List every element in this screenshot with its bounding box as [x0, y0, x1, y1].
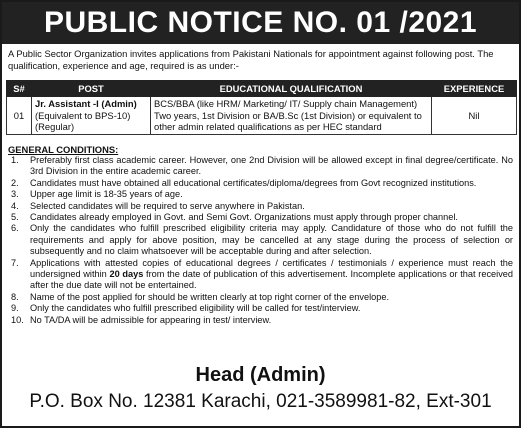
item-number: 9. — [11, 303, 19, 314]
item-text: Only the candidates who fulfill prescribed eligibility will be called for test/interview. — [30, 303, 361, 314]
item-number: 1. — [11, 155, 19, 165]
cell-post — [32, 97, 151, 135]
cell-qualification: BCS/BBA (like HRM/ Marketing/ IT/ Supply chain Management) Two years, 1st Division or BA/B.Sc (1st Division) or equivalent to other admin related qualifications as per HEC standard — [151, 97, 432, 135]
item-text: Candidates already employed in Govt. and Semi Govt. Organizations must apply through proper channel. — [30, 212, 458, 223]
item-number: 6. — [11, 223, 19, 234]
contact-address: P.O. Box No. 12381 Karachi, 021-3589981-82, Ext-301 — [29, 391, 492, 412]
list-item — [8, 189, 513, 200]
item-number: 8. — [11, 291, 19, 302]
intro-text: A Public Sector Organization invites applications from Pakistani Nationals for appointment against following post. The qualification, experience and age, required is as under:- — [8, 48, 494, 71]
table-row — [7, 97, 517, 135]
notice-title: PUBLIC NOTICE NO. 01 /2021 — [2, 2, 519, 44]
post-equivalent: (Equivalent to BPS-10) — [35, 109, 131, 121]
item-text: Preferably first class academic career. However, one 2nd Division will be allowed except in final degree/certificate. No 3rd Division in the entire academic career. — [30, 155, 513, 177]
list-item — [8, 303, 513, 314]
header-experience: EXPERIENCE — [432, 81, 517, 97]
post-title: Jr. Assistant -I (Admin) — [35, 98, 137, 109]
post-type: (Regular) — [35, 121, 75, 133]
item-number: 4. — [11, 200, 19, 211]
deadline-highlight: 20 days — [109, 269, 144, 280]
item-text: Name of the post applied for should be written clearly at top right corner of the envelope. — [30, 291, 390, 302]
list-item — [8, 292, 513, 303]
list-item — [8, 178, 513, 189]
cell-experience: Nil — [432, 97, 517, 135]
item-text: Candidates must have obtained all educational certificates/diploma/degrees from Govt recognized institutions. — [30, 177, 477, 188]
item-text: No TA/DA will be admissible for appearing in test/ interview. — [30, 314, 272, 325]
contact-head: Head (Admin) — [195, 364, 326, 386]
list-item — [8, 258, 513, 292]
item-text: Only the candidates who fulfill prescribed eligibility criteria may apply. Candidature of those who do not fulfill the requirements and apply for above position, may be cancelled at any stage during the process of selection or subsequently and no claim whatsoever will be acceptable during and after selection. — [30, 223, 513, 257]
cell-sno: 01 — [7, 97, 32, 135]
contact-block — [2, 362, 519, 416]
post-table — [6, 80, 517, 135]
item-number: 7. — [11, 257, 19, 268]
item-number: 5. — [11, 212, 19, 223]
item-text-part: Applications with attested copies of educational degrees / certificates / testimonials / experience must reach the undersigned within — [30, 257, 513, 280]
list-item — [8, 212, 513, 223]
item-text: Upper age limit is 18-35 years of age. — [30, 189, 183, 200]
conditions-list — [8, 155, 513, 326]
item-number: 2. — [11, 177, 19, 188]
item-number: 10. — [11, 314, 24, 325]
list-item — [8, 223, 513, 257]
item-number: 3. — [11, 189, 19, 200]
item-text-part: from the date of publication of this advertisement. Incomplete applications or that received after the due date will not be entertained. — [30, 269, 514, 291]
list-item — [8, 201, 513, 212]
list-item — [8, 315, 513, 326]
general-conditions-heading: GENERAL CONDITIONS: — [8, 144, 119, 155]
header-post: POST — [32, 81, 151, 97]
header-sno: S# — [7, 81, 32, 97]
list-item — [8, 155, 513, 178]
header-qualification: EDUCATIONAL QUALIFICATION — [151, 81, 432, 97]
item-text — [30, 258, 513, 292]
item-text: Selected candidates will be required to serve anywhere in Pakistan. — [30, 200, 305, 211]
table-header-row — [7, 81, 517, 97]
